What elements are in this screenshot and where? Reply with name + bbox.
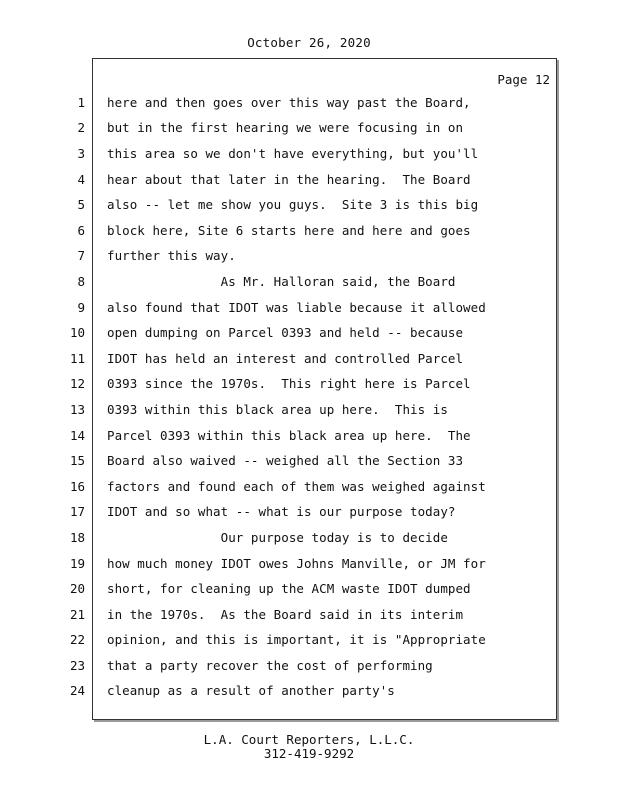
transcript-line: cleanup as a result of another party's [107,683,395,698]
line-number: 11 [69,351,85,366]
line-number: 23 [69,658,85,673]
company-phone: 312-419-9292 [263,746,355,761]
company-name: L.A. Court Reporters, L.L.C. [203,732,415,747]
line-number: 10 [69,325,85,340]
transcript-line: that a party recover the cost of performing [107,658,433,673]
line-number: 9 [77,300,85,315]
line-number: 19 [69,556,85,571]
line-number: 6 [77,223,85,238]
transcript-line: Our purpose today is to decide [107,530,448,545]
transcript-line: hear about that later in the hearing. The Board [107,172,471,187]
line-number: 17 [69,504,85,519]
transcript-line: open dumping on Parcel 0393 and held -- because [107,325,464,340]
transcript-line: Board also waived -- weighed all the Section 33 [107,453,464,468]
transcript-line: 0393 since the 1970s. This right here is Parcel [107,376,471,391]
transcript-line: opinion, and this is important, it is "Appropriate [107,632,486,647]
line-number: 21 [69,607,85,622]
transcript-line: also found that IDOT was liable because it allowed [107,300,486,315]
transcript-line: block here, Site 6 starts here and here and goes [107,223,471,238]
line-number: 7 [77,248,85,263]
line-number: 5 [77,197,85,212]
line-number: 8 [77,274,85,289]
line-number: 13 [69,402,85,417]
transcript-line: short, for cleaning up the ACM waste IDOT dumped [107,581,471,596]
line-number: 18 [69,530,85,545]
transcript-line: here and then goes over this way past the Board, [107,95,471,110]
page-footer [0,733,618,761]
transcript-line: this area so we don't have everything, but you'll [107,146,479,161]
transcript-date: October 26, 2020 [247,35,371,50]
line-number: 22 [69,632,85,647]
line-number: 16 [69,479,85,494]
line-number: 3 [77,146,85,161]
transcript-line: 0393 within this black area up here. This is [107,402,448,417]
line-number: 15 [69,453,85,468]
page-number: Page 12 [497,72,550,87]
transcript-line: but in the first hearing we were focusing in on [107,120,464,135]
line-number: 24 [69,683,85,698]
transcript-line: how much money IDOT owes Johns Manville, or JM for [107,556,486,571]
transcript-line: IDOT has held an interest and controlled Parcel [107,351,464,366]
transcript-line: also -- let me show you guys. Site 3 is this big [107,197,479,212]
line-number: 12 [69,376,85,391]
line-number: 4 [77,172,85,187]
transcript-line: in the 1970s. As the Board said in its interim [107,607,464,622]
transcript-line: IDOT and so what -- what is our purpose today? [107,504,456,519]
line-number: 20 [69,581,85,596]
line-number: 14 [69,428,85,443]
transcript-line: Parcel 0393 within this black area up here. The [107,428,471,443]
transcript-line: factors and found each of them was weighed against [107,479,486,494]
transcript-line: As Mr. Halloran said, the Board [107,274,456,289]
line-number: 2 [77,120,85,135]
line-number: 1 [77,95,85,110]
transcript-line: further this way. [107,248,236,263]
